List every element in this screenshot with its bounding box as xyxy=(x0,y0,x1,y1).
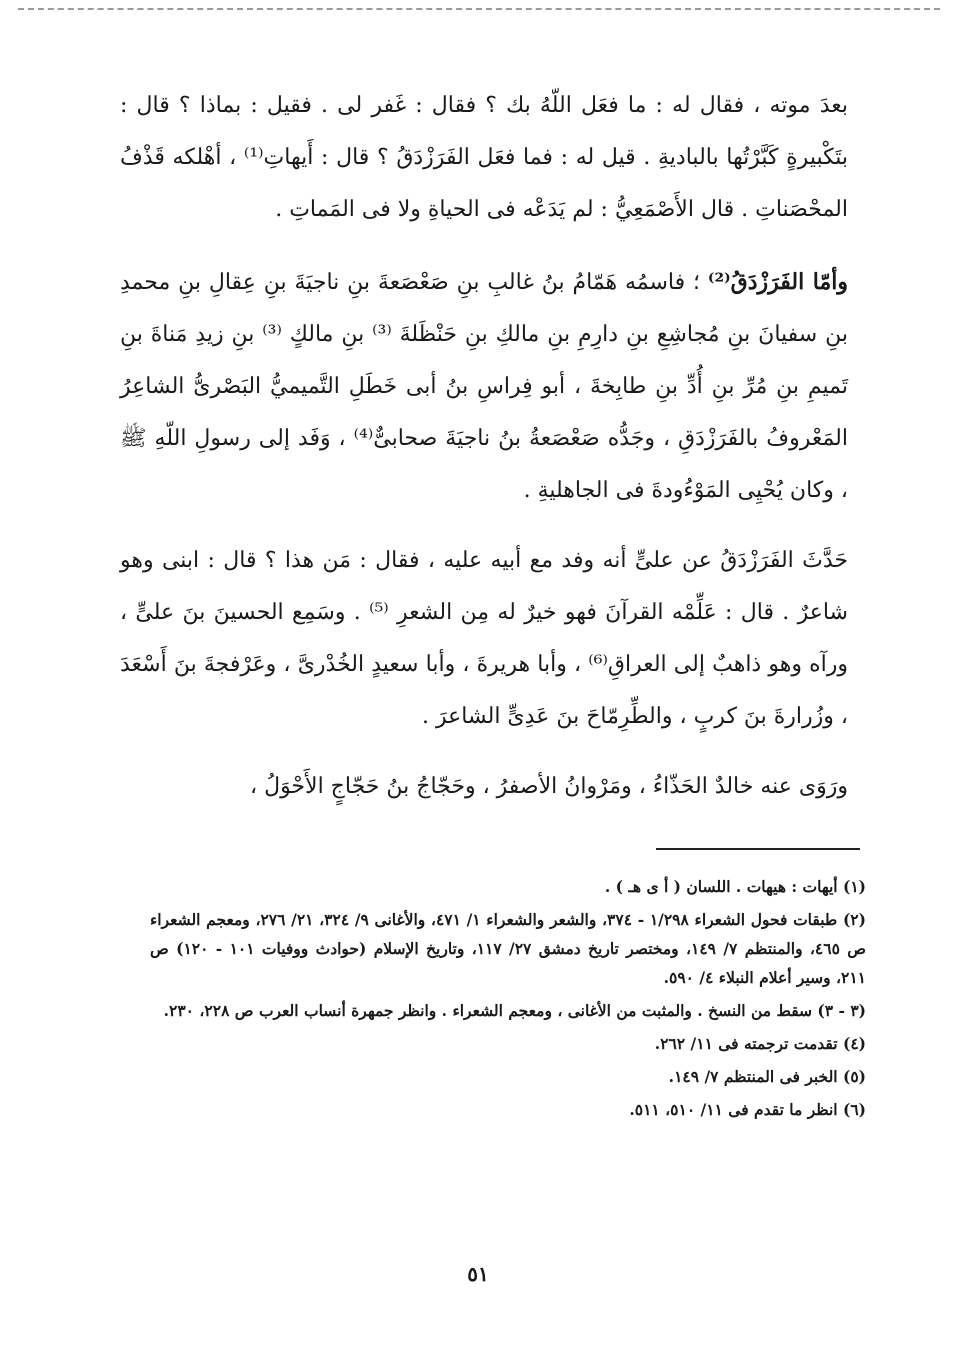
footnote-4: (٤) تقدمت ترجمته فى ١١/ ٢٦٢. xyxy=(654,1034,866,1053)
paragraph-lead: وأمّا الفَرَزْدَقُ⁽²⁾ xyxy=(707,269,849,295)
paragraph-4 xyxy=(120,761,848,813)
paragraph-2 xyxy=(120,256,848,517)
footnote-3: (٣ - ٣) سقط من النسخ . والمثبت من الأغانى ، ومعجم الشعراء . وانظر جمهرة أنساب العرب ص ٢٢٨، ٢٣٠. xyxy=(163,1001,866,1020)
footnote-5: (٥) الخبر فى المنتظم ٧/ ١٤٩. xyxy=(668,1067,866,1086)
footnote-separator xyxy=(656,848,860,850)
footnote-1: (١) أيهات : هيهات . اللسان ( أ ى هـ ) . xyxy=(604,877,866,896)
footnotes xyxy=(150,872,866,1128)
page-number: ٥١ xyxy=(467,1262,489,1286)
paragraph-text: ورَوَى عنه خالدٌ الحَذّاءُ ، ومَرْوانُ الأصفرُ ، وحَجّاجُ بنُ حَجّاجٍ الأَحْوَلُ ، xyxy=(249,774,848,799)
footnote-6: (٦) انظر ما تقدم فى ١١/ ٥١٠، ٥١١. xyxy=(629,1100,866,1119)
paragraph-3 xyxy=(120,535,848,743)
footnote-2: (٢) طبقات فحول الشعراء ١/٢٩٨ - ٣٧٤، والشعر والشعراء ١/ ٤٧١، والأغانى ٩/ ٣٢٤، ٢١/ ٢٧٦، ومعجم الشعراء ص ٤٦٥، والمنتظم ٧/ ١٤٩، ومختصر تاريخ دمشق ٢٧/ ١١٧، وتاريخ الإسلام (حوادث ووفيات ١٠١ - ١٢٠) ص ٢١١، وسير أعلام النبلاء ٤/ ٥٩٠. xyxy=(150,910,866,987)
paragraph-text: بعدَ موته ، فقال له : ما فعَل اللّهُ بك ؟ فقال : غَفر لى . فقيل : بماذا ؟ قال : بتَكْبيرةٍ كَبَّرْتُها بالباديةِ . قيل له : فما فعَل الفَرَزْدَقُ ؟ قال : أَيهاتِ⁽¹⁾ ، أهْلكه قَذْفُ المحْصَناتِ . قال الأَصْمَعِيُّ : لم يَدَعْه فى الحياةِ ولا فى المَماتِ . xyxy=(120,93,849,222)
paragraph-text: ؛ فاسمُه هَمّامُ بنُ غالبِ بنِ صَعْصَعةَ بنِ ناجيَةَ بنِ عِقالِ بنِ محمدِ بنِ سفيانَ بنِ مُجاشِعِ بنِ دارِمِ بنِ مالكِ بنِ حَنْظَلةَ ⁽³⁾ بنِ مالكٍ ⁽³⁾ بنِ زيدِ مَناةَ بنِ تَميمِ بنِ مُرِّ بنِ أُدِّ بنِ طابِخةَ ، أبو فِراسِ بنُ أبى خَطَلِ التَّميميُّ البَصْرىُّ الشاعِرُ المَعْروفُ بالفَرَزْدَقِ ، وجَدُّه صَعْصَعةُ بنُ ناجيَةَ صحابىٌّ⁽⁴⁾ ، وَفَد إلى رسولِ اللّهِ ﷺ ، وكان يُحْيِى المَوْءُودةَ فى الجاهليةِ . xyxy=(120,270,848,503)
paragraph-1 xyxy=(120,80,848,236)
top-dashed-rule xyxy=(18,8,940,10)
paragraph-text: حَدَّثَ الفَرَزْدَقُ عن علىٍّ أنه وفد مع أبيه عليه ، فقال : مَن هذا ؟ قال : ابنى وهو شاعرٌ . قال : عَلِّمْه القرآنَ فهو خيرٌ له مِن الشعرِ ⁽⁵⁾ . وسَمِع الحسينَ بنَ علىٍّ ، ورآه وهو ذاهبٌ إلى العراقِ⁽⁶⁾ ، وأبا هريرةَ ، وأبا سعيدٍ الخُدْرىَّ ، وعَرْفجةَ بنَ أَسْعَدَ ، وزُرارةَ بنَ كربٍ ، والطِّرِمّاحَ بنَ عَدِىٍّ الشاعرَ . xyxy=(120,548,849,729)
main-text xyxy=(120,80,848,813)
page-body xyxy=(120,80,848,831)
